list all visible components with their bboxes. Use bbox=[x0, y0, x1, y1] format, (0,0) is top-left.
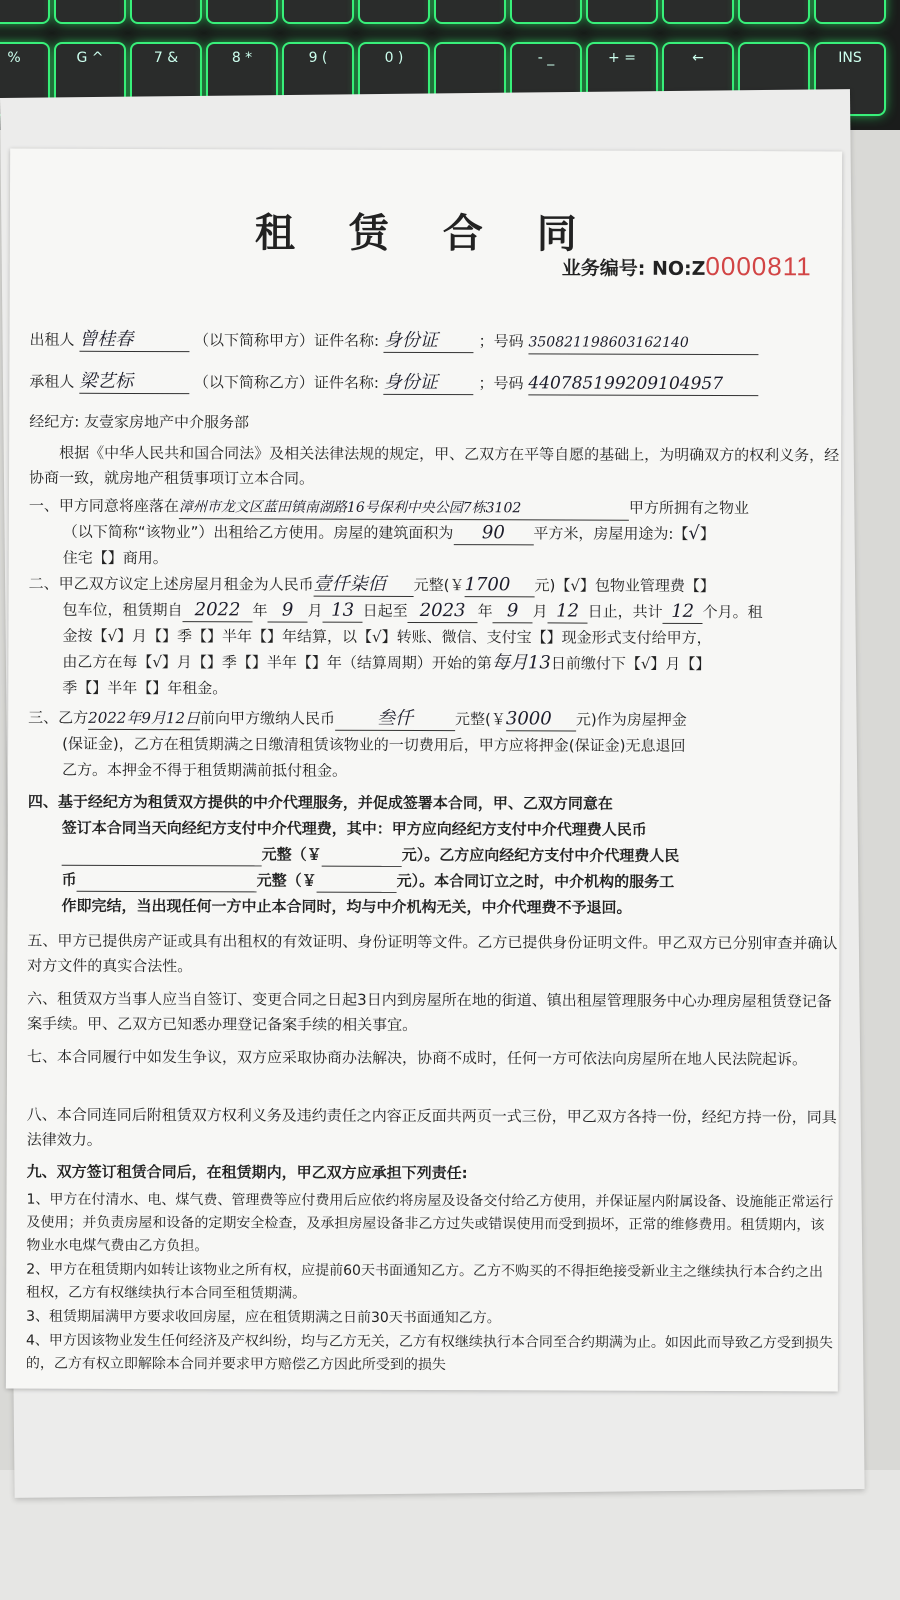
section-2-line-4 bbox=[62, 651, 862, 676]
business-number-value: 0000811 bbox=[705, 250, 812, 282]
key: 9 ( bbox=[284, 44, 352, 114]
key bbox=[0, 0, 48, 22]
business-number bbox=[562, 250, 812, 282]
start-year: 2022 bbox=[183, 599, 253, 622]
key bbox=[284, 0, 352, 22]
end-month: 9 bbox=[493, 600, 533, 623]
s1-text-b: 甲方所拥有之物业 bbox=[628, 498, 749, 518]
section-1-line-1 bbox=[29, 495, 829, 522]
key bbox=[132, 0, 200, 22]
payment-day: 每月13 bbox=[491, 652, 551, 674]
lessee-label: 承租人 bbox=[29, 372, 75, 391]
lessor-no-label: ；号码 bbox=[478, 332, 524, 351]
key: % bbox=[0, 44, 48, 114]
s4-text-g: 元）。本合同订立之时，中介机构的服务工 bbox=[396, 871, 675, 891]
floor-area: 90 bbox=[453, 522, 533, 545]
deposit-words: 叁仟 bbox=[335, 708, 455, 731]
lessee-alias: （以下简称乙方）证件名称: bbox=[193, 373, 380, 392]
s2-text-g: 日前缴付下【√】月【】 bbox=[550, 654, 711, 673]
s3-text-a: 三、乙方 bbox=[28, 708, 89, 727]
lessor-id-type: 身份证 bbox=[384, 330, 474, 353]
deposit-date: 2022年9月12日 bbox=[88, 707, 200, 730]
contract-page bbox=[6, 149, 842, 1392]
keyboard-row-top bbox=[0, 0, 884, 22]
section-9-heading: 九、双方签订租赁合同后，在租赁期内，甲乙双方应承担下列责任: bbox=[26, 1162, 468, 1183]
s2-text-c: 元)【√】包物业管理费【】 bbox=[534, 576, 715, 596]
lessor-label: 出租人 bbox=[29, 330, 75, 349]
lessee-id-no: 440785199209104957 bbox=[528, 372, 758, 396]
lessor-fee-number-blank bbox=[322, 844, 402, 867]
section-4-line-4 bbox=[62, 869, 862, 895]
residential-check: √ bbox=[688, 522, 700, 544]
s1-text-a: 一、甲方同意将座落在 bbox=[28, 496, 179, 516]
section-3-line-1 bbox=[28, 707, 828, 733]
end-year: 2023 bbox=[408, 600, 478, 623]
lessor-id-no: 350821198603162140 bbox=[528, 331, 758, 355]
section-2-line-5: 季【】半年【】年租金。 bbox=[62, 678, 228, 698]
start-day: 13 bbox=[323, 600, 363, 623]
agent-line: 经纪方: 友壹家房地产中介服务部 bbox=[29, 412, 250, 432]
s1-text-c: （以下简称“该物业”）出租给乙方使用。房屋的建筑面积为 bbox=[62, 522, 454, 543]
s2-text-b: 元整(￥ bbox=[413, 575, 465, 595]
section-8: 八、本合同连同后附租赁双方权利义务及违约责任之内容正反面共两页一式三份，甲乙双方各持一份，经纪方持一份，同具法律效力。 bbox=[26, 1105, 837, 1149]
start-month: 9 bbox=[268, 599, 308, 622]
key bbox=[360, 0, 428, 22]
key bbox=[512, 0, 580, 22]
s1-text-d: 平方米，房屋用途为:【 bbox=[533, 524, 689, 543]
section-3-line-2: (保证金)，乙方在租赁期满之日缴清租赁该物业的一切费用后，甲方应将押金(保证金)无息退回 bbox=[62, 734, 686, 755]
key: 8 * bbox=[208, 44, 276, 114]
section-4-line-5: 作即完结，当出现任何一方中止本合同时，均与中介机构无关，中介代理费不予退回。 bbox=[61, 896, 632, 917]
section-2-line-3: 金按【√】月【】季【】半年【】年结算，以【√】转账、微信、支付宝【】现金形式支付给甲方， bbox=[62, 626, 712, 648]
section-9-item-1: 1、甲方在付清水、电、煤气费、管理费等应付费用后应依约将房屋及设备交付给乙方使用，并保证屋内附属设备、设施能正常运行及使用；并负责房屋和设备的定期安全检查，及承担房屋设备非乙方过失或错误使用而受到损坏，正常的维修费用。租赁期内，该物业水电煤气费由乙方负担。 bbox=[26, 1191, 834, 1255]
key: 7 & bbox=[132, 44, 200, 114]
key: ← bbox=[664, 44, 732, 114]
s3-text-c: 元整(￥ bbox=[454, 710, 506, 729]
end-day: 12 bbox=[548, 600, 588, 623]
key: 0 ) bbox=[360, 44, 428, 114]
key: G ^ bbox=[56, 44, 124, 114]
s2-text-a: 二、甲乙双方议定上述房屋月租金为人民币 bbox=[28, 574, 314, 594]
s2-text-f: 由乙方在每【√】月【】季【】半年【】年（结算周期）开始的第 bbox=[62, 652, 492, 673]
lessor-fee-words-blank bbox=[62, 843, 262, 867]
s4-text-f: 元整（￥ bbox=[256, 871, 317, 890]
key bbox=[740, 0, 808, 22]
section-6: 六、租赁双方当事人应当自签订、变更合同之日起3日内到房屋所在地的街道、镇出租屋管理服务中心办理房屋租赁登记备案手续。甲、乙双方已知悉办理登记备案手续的相关事宜。 bbox=[27, 989, 832, 1034]
section-4-line-3 bbox=[62, 843, 862, 869]
section-9-item-2: 2、甲方在租赁期内如转让该物业之所有权，应提前60天书面通知乙方。乙方不购买的不得拒绝接受新业主之继续执行本合约之出租权，乙方有权继续执行本合同至租赁期满。 bbox=[26, 1261, 823, 1302]
lessee-no-label: ；号码 bbox=[478, 374, 524, 393]
section-4-line-2: 签订本合同当天向经纪方支付中介代理费，其中：甲方应向经纪方支付中介代理费人民币 bbox=[61, 818, 647, 839]
section-3-line-3: 乙方。本押金不得于租赁期满前抵付租金。 bbox=[61, 760, 348, 780]
section-7: 七、本合同履行中如发生争议，双方应采取协商办法解决，协商不成时，任何一方可依法向房屋所在地人民法院起诉。 bbox=[26, 1047, 808, 1069]
monthly-rent-number: 1700 bbox=[464, 574, 534, 597]
key: + = bbox=[588, 44, 656, 114]
business-number-label: 业务编号: NO:Z bbox=[561, 257, 706, 280]
key bbox=[588, 0, 656, 22]
lessee-fee-number-blank bbox=[317, 870, 397, 893]
key bbox=[664, 0, 732, 22]
lease-months: 12 bbox=[663, 601, 703, 624]
s3-text-b: 前向甲方缴纳人民币 bbox=[199, 709, 336, 728]
section-9-item-3: 3、租赁期届满甲方要求收回房屋，应在租赁期满之日前30天书面通知乙方。 bbox=[26, 1308, 501, 1327]
section-5: 五、甲方已提供房产证或具有出租权的有效证明、身份证明等文件。乙方已提供身份证明文件。甲乙双方已分别审查并确认对方文件的真实合法性。 bbox=[27, 931, 838, 976]
monthly-rent-words: 壹仟柒佰 bbox=[314, 574, 414, 597]
s4-text-e: 币 bbox=[61, 870, 77, 889]
section-9-item-4: 4、甲方因该物业发生任何经济及产权纠纷，均与乙方无关，乙方有权继续执行本合同至合约期满为止。如因此而导致乙方受到损失的，乙方有权立即解除本合同并要求甲方赔偿乙方因此所受到的损失 bbox=[25, 1332, 833, 1374]
lessee-line bbox=[29, 371, 829, 397]
property-address: 漳州市龙文区蓝田镇南湖路16号保利中央公园7栋3102 bbox=[179, 496, 629, 521]
lessee-fee-words-blank bbox=[77, 869, 257, 893]
section-2-line-1 bbox=[29, 573, 829, 599]
lessor-name: 曾桂春 bbox=[79, 329, 189, 352]
intro-paragraph: 根据《中华人民共和国合同法》及相关法律法规的规定，甲、乙双方在平等自愿的基础上，为明确双方的权利义务，经协商一致，就房地产租赁事项订立本合同。 bbox=[28, 443, 840, 488]
s4-text-c: 元整（￥ bbox=[261, 845, 322, 864]
key bbox=[56, 0, 124, 22]
section-2-line-2: 包车位，租赁期自 2022 年 9 月 13 日起至 2023 年 9 月 12 日止，共计 12 个月。租 bbox=[63, 599, 863, 625]
section-1-line-2: （以下简称“该物业”）出租给乙方使用。房屋的建筑面积为 90 平方米，房屋用途为:【√】 bbox=[62, 522, 715, 544]
s4-text-d: 元）。乙方应向经纪方支付中介代理费人民 bbox=[401, 845, 680, 865]
lessee-name: 梁艺标 bbox=[79, 371, 189, 394]
s3-text-d: 元)作为房屋押金 bbox=[575, 710, 687, 729]
section-1-line-3: 住宅【】商用。 bbox=[62, 548, 168, 568]
lessor-line bbox=[29, 329, 829, 356]
s2-text-d: 包车位，租赁期自 bbox=[62, 600, 183, 620]
key: - _ bbox=[512, 44, 580, 114]
section-4-line-1: 四、基于经纪方为租赁双方提供的中介代理服务，并促成签署本合同，甲、乙双方同意在 bbox=[27, 792, 613, 813]
key bbox=[436, 0, 504, 22]
lessee-id-type: 身份证 bbox=[384, 372, 474, 395]
key bbox=[208, 0, 276, 22]
key: INS bbox=[816, 44, 884, 114]
key bbox=[816, 0, 884, 22]
lessor-alias: （以下简称甲方）证件名称: bbox=[194, 331, 380, 350]
contract-title: 租 赁 合 同 bbox=[254, 209, 597, 258]
deposit-number: 3000 bbox=[506, 708, 576, 731]
